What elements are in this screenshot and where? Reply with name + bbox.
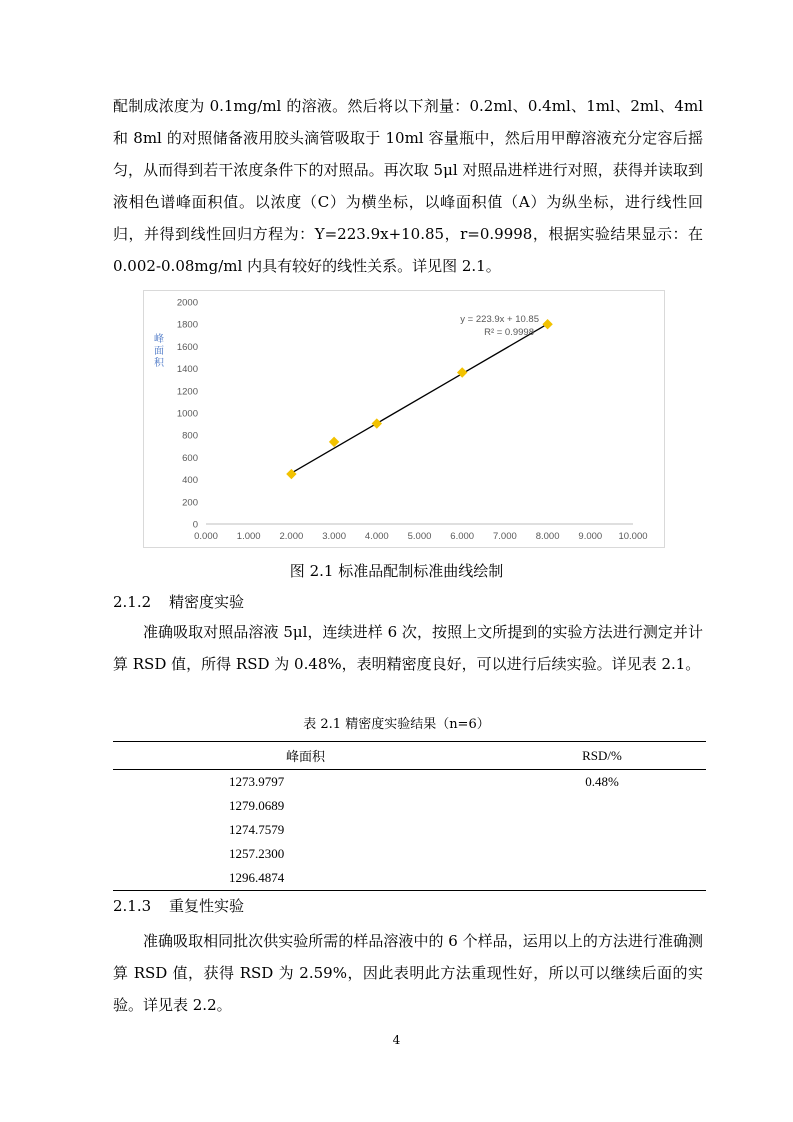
peak-area-cell: 1273.9797: [229, 774, 285, 789]
table-caption: 表 2.1 精密度实验结果（n=6）: [303, 717, 490, 732]
peak-area-cell: 1279.0689: [229, 798, 285, 813]
y-tick-label: 0: [192, 519, 198, 531]
y-tick-label: 600: [182, 452, 198, 464]
y-axis-label: 峰面积: [154, 334, 164, 369]
trendline-equation: y = 223.9x + 10.85: [460, 314, 539, 325]
x-tick-label: 8.000: [535, 531, 560, 542]
table-row: [113, 866, 706, 891]
peak-area-cell: 1296.4874: [113, 866, 498, 891]
x-tick-label: 1.000: [236, 531, 261, 542]
rsd-cell: 0.48%: [585, 774, 619, 789]
chart-frame: [144, 291, 665, 548]
x-tick-label: 3.000: [322, 531, 346, 542]
section-number: 2.1.3: [113, 897, 152, 915]
x-tick-label: 5.000: [407, 531, 432, 542]
table-row: [113, 842, 706, 866]
section-heading-repeatability: [113, 895, 244, 916]
figure-caption: 图 2.1 标准品配制标准曲线绘制: [289, 562, 504, 580]
x-tick-label: 4.000: [364, 531, 389, 542]
x-tick-label: 10.000: [618, 531, 648, 542]
paragraph-repeatability: 准确吸取相同批次供实验所需的样品溶液中的 6 个样品，运用以上的方法进行准确测算 RSD 值，获得 RSD 为 2.59%，因此表明此方法重现性好，所以可以继续后面的实验。详见表 2.2。: [113, 932, 703, 1014]
y-tick-label: 1600: [176, 341, 198, 353]
table-header-row: [113, 742, 706, 770]
section-number: 2.1.2: [113, 593, 152, 611]
empty-cell: [498, 818, 706, 842]
table-row: [113, 794, 706, 818]
empty-cell: [498, 866, 706, 891]
y-tick-label: 1400: [176, 364, 198, 376]
y-tick-label: 1200: [176, 386, 198, 398]
y-tick-label: 2000: [176, 297, 198, 309]
peak-area-cell: 1257.2300: [229, 846, 285, 861]
empty-cell: [498, 794, 706, 818]
empty-cell: [498, 842, 706, 866]
paragraph-precision: 准确吸取对照品溶液 5μl，连续进样 6 次，按照上文所提到的实验方法进行测定并计算 RSD 值，所得 RSD 为 0.48%，表明精密度良好，可以进行后续实验。详见表 2.1。: [113, 623, 703, 673]
y-tick-label: 1000: [176, 408, 198, 420]
section-title: 精密度实验: [169, 593, 245, 611]
standard-curve-chart: [143, 290, 665, 548]
x-tick-label: 6.000: [450, 531, 475, 542]
peak-area-cell: 1274.7579: [229, 822, 285, 837]
table-row: [113, 818, 706, 842]
y-tick-label: 800: [182, 430, 198, 442]
header-peak-area: 峰面积: [113, 742, 498, 770]
x-tick-label: 9.000: [578, 531, 603, 542]
chart-svg: [143, 290, 665, 548]
paragraph-linearity: 配制成浓度为 0.1mg/ml 的溶液。然后将以下剂量：0.2ml、0.4ml、1ml、2ml、4ml 和 8ml 的对照储备液用胶头滴管吸取于 10ml 容量瓶中，然后用甲醇溶液充分定容后摇匀，从而得到若干浓度条件下的对照品。再次取 5μl 对照品进样进行对照，获得并读取到液相色谱峰面积值。以浓度（C）为横坐标，以峰面积值（A）为纵坐标，进行线性回归，并得到线性回归方程为：Y=223.9x+10.85，r=0.9998，根据实验结果显示：在 0.002-0.08mg/ml 内具有较好的线性关系。详见图 2.1。: [113, 97, 703, 275]
table-row: [113, 770, 706, 795]
x-tick-label: 7.000: [493, 531, 517, 542]
y-tick-label: 200: [182, 497, 198, 509]
y-tick-label: 1800: [176, 319, 198, 331]
precision-table: [113, 741, 706, 891]
section-heading-precision: [113, 591, 244, 612]
x-tick-label: 0.000: [194, 531, 218, 542]
y-tick-label: 400: [182, 475, 198, 487]
header-rsd: RSD/%: [498, 742, 706, 770]
page-number: 4: [392, 1033, 401, 1047]
trendline-r-squared: R² = 0.9998: [484, 327, 534, 338]
section-title: 重复性实验: [169, 897, 245, 915]
x-tick-label: 2.000: [279, 531, 304, 542]
